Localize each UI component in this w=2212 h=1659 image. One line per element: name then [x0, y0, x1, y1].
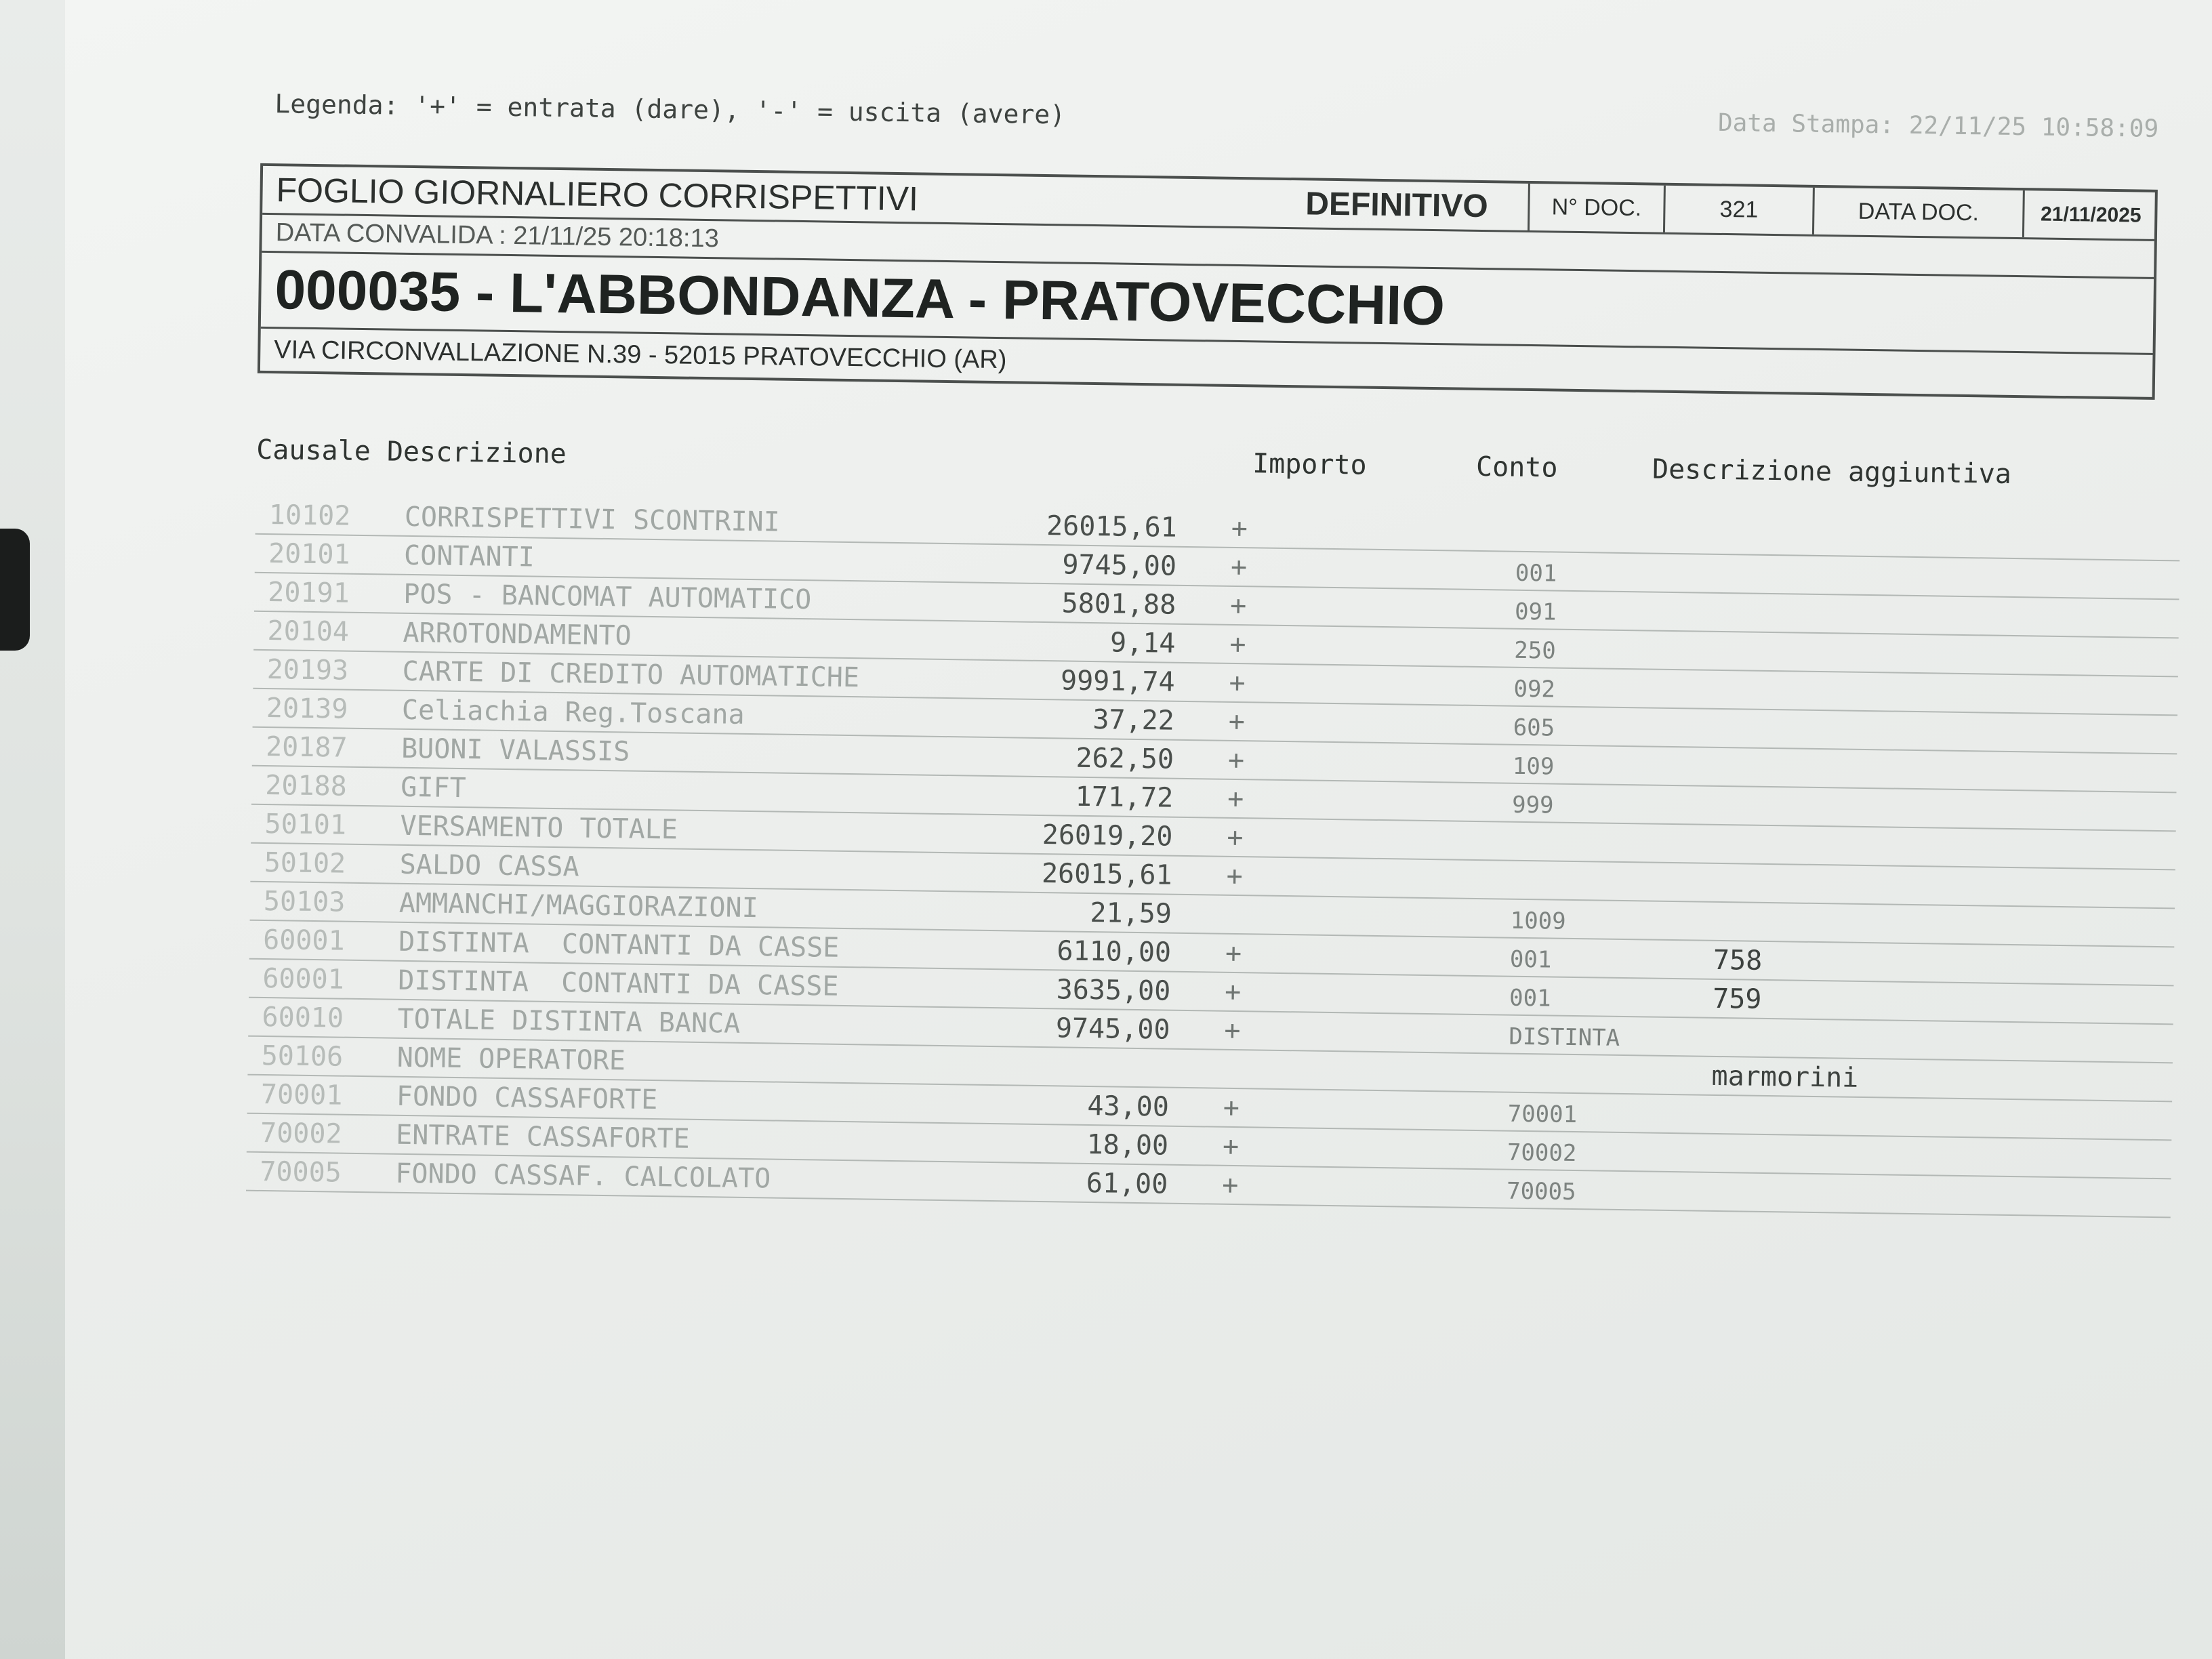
- row-description: FONDO CASSAFORTE: [396, 1080, 658, 1116]
- row-amount: 9,14: [1109, 627, 1176, 659]
- row-code: 20101: [268, 538, 350, 571]
- row-description: POS - BANCOMAT AUTOMATICO: [403, 578, 812, 616]
- col-conto: Conto: [1475, 451, 1558, 484]
- row-amount: 9745,00: [1055, 1012, 1170, 1046]
- row-amount: 262,50: [1076, 742, 1174, 775]
- row-code: 70002: [260, 1117, 342, 1150]
- row-description: Celiachia Reg.Toscana: [401, 694, 745, 731]
- row-amount: 3635,00: [1056, 974, 1171, 1007]
- row-account: 001: [1509, 945, 1552, 974]
- doc-date-label: DATA DOC.: [1814, 188, 2025, 237]
- binder-clip: [0, 529, 30, 651]
- row-account: 999: [1511, 791, 1554, 819]
- row-amount: 9991,74: [1060, 665, 1175, 698]
- row-description: TOTALE DISTINTA BANCA: [397, 1003, 741, 1040]
- row-sign: +: [1226, 860, 1244, 893]
- row-code: 20104: [267, 615, 350, 648]
- row-sign: +: [1225, 937, 1242, 970]
- row-code: 50102: [264, 847, 346, 880]
- doc-number-label: N° DOC.: [1530, 184, 1666, 232]
- row-account: 109: [1512, 752, 1555, 781]
- row-account: 001: [1515, 559, 1557, 588]
- row-amount: 43,00: [1087, 1090, 1170, 1123]
- row-description: BUONI VALASSIS: [401, 733, 630, 768]
- row-code: 50101: [264, 808, 347, 841]
- row-sign: +: [1229, 590, 1247, 622]
- row-extra-description: marmorini: [1711, 1060, 1859, 1094]
- row-description: GIFT: [401, 771, 466, 804]
- row-code: 20188: [265, 770, 348, 802]
- row-extra-description: 759: [1712, 983, 1762, 1015]
- document-header-box: [258, 163, 2158, 400]
- row-sign: +: [1229, 667, 1246, 699]
- doc-date-value: 21/11/2025: [2040, 203, 2142, 227]
- row-amount: 171,72: [1075, 781, 1174, 814]
- row-extra-description: 758: [1713, 944, 1763, 977]
- row-amount: 9745,00: [1062, 549, 1177, 582]
- row-sign: +: [1227, 821, 1244, 854]
- row-account: 70001: [1507, 1100, 1578, 1129]
- column-headers: [216, 434, 2182, 501]
- row-sign: +: [1228, 705, 1246, 738]
- row-account: 1009: [1510, 907, 1566, 935]
- report-page: [204, 75, 2186, 1294]
- row-description: ENTRATE CASSAFORTE: [395, 1119, 690, 1155]
- col-importo: Importo: [1252, 448, 1368, 481]
- row-amount: 18,00: [1086, 1128, 1169, 1162]
- row-sign: +: [1224, 1015, 1241, 1047]
- row-code: 70005: [260, 1155, 342, 1189]
- paper-sheet: [65, 0, 2212, 1659]
- legend-text: Legenda: '+' = entrata (dare), '-' = uscita (avere): [274, 89, 1066, 130]
- row-description: CORRISPETTIVI SCONTRINI: [404, 501, 781, 538]
- row-code: 60010: [262, 1001, 344, 1034]
- row-amount: 21,59: [1090, 897, 1172, 930]
- row-sign: +: [1227, 783, 1244, 815]
- doc-number-value: 321: [1665, 186, 1815, 234]
- col-descrizione-aggiuntiva: Descrizione aggiuntiva: [1652, 453, 2012, 490]
- row-description: AMMANCHI/MAGGIORAZIONI: [398, 887, 759, 924]
- status-label: DEFINITIVO: [1265, 180, 1530, 230]
- row-code: 50103: [263, 886, 346, 918]
- col-causale-descrizione: Causale Descrizione: [255, 434, 567, 470]
- row-sign: +: [1223, 1092, 1240, 1124]
- row-amount: 26019,20: [1042, 819, 1173, 853]
- row-description: DISTINTA CONTANTI DA CASSE: [398, 964, 839, 1002]
- row-account: 001: [1509, 984, 1551, 1012]
- row-code: 20191: [268, 577, 350, 609]
- store-name: 000035 - L'ABBONDANZA - PRATOVECCHIO: [274, 258, 1446, 337]
- row-account: 091: [1514, 598, 1557, 626]
- validation-date: DATA CONVALIDA : 21/11/25 20:18:13: [275, 218, 720, 253]
- row-account: 250: [1514, 636, 1557, 665]
- row-code: 50106: [261, 1040, 344, 1073]
- row-description: VERSAMENTO TOTALE: [400, 810, 678, 846]
- row-code: 10102: [268, 499, 351, 532]
- row-account: 70005: [1506, 1177, 1576, 1206]
- row-code: 60001: [262, 962, 345, 996]
- row-sign: +: [1229, 628, 1246, 661]
- row-amount: 37,22: [1092, 704, 1175, 737]
- row-account: 092: [1513, 675, 1556, 703]
- report-title: FOGLIO GIORNALIERO CORRISPETTIVI: [276, 170, 919, 218]
- row-amount: 6110,00: [1057, 935, 1172, 968]
- row-code: 70001: [260, 1078, 343, 1111]
- row-description: CONTANTI: [403, 539, 535, 573]
- row-code: 60001: [262, 924, 345, 957]
- row-amount: 26015,61: [1041, 858, 1172, 891]
- row-sign: +: [1221, 1169, 1239, 1202]
- row-description: ARROTONDAMENTO: [403, 617, 632, 652]
- row-account: 70002: [1507, 1139, 1577, 1168]
- row-description: NOME OPERATORE: [396, 1042, 626, 1077]
- row-description: FONDO CASSAF. CALCOLATO: [395, 1158, 771, 1195]
- row-amount: 26015,61: [1046, 510, 1178, 544]
- entries-table: [215, 495, 2180, 1206]
- row-account: DISTINTA: [1509, 1023, 1620, 1052]
- store-address: VIA CIRCONVALLAZIONE N.39 - 52015 PRATOVECCHIO (AR): [274, 335, 1007, 374]
- row-sign: +: [1230, 551, 1248, 583]
- row-description: SALDO CASSA: [399, 848, 579, 883]
- row-code: 20187: [265, 731, 348, 764]
- row-description: DISTINTA CONTANTI DA CASSE: [398, 926, 840, 964]
- row-account: 605: [1513, 714, 1555, 742]
- row-code: 20193: [266, 654, 349, 687]
- row-description: CARTE DI CREDITO AUTOMATICHE: [402, 655, 860, 694]
- row-sign: +: [1222, 1130, 1240, 1163]
- row-amount: 61,00: [1086, 1167, 1168, 1200]
- row-sign: +: [1231, 512, 1248, 545]
- row-amount: 5801,88: [1061, 588, 1176, 621]
- row-sign: +: [1224, 976, 1242, 1008]
- print-date: Data Stampa: 22/11/25 10:58:09: [1717, 108, 2159, 143]
- row-code: 20139: [266, 693, 348, 725]
- row-sign: +: [1227, 744, 1245, 777]
